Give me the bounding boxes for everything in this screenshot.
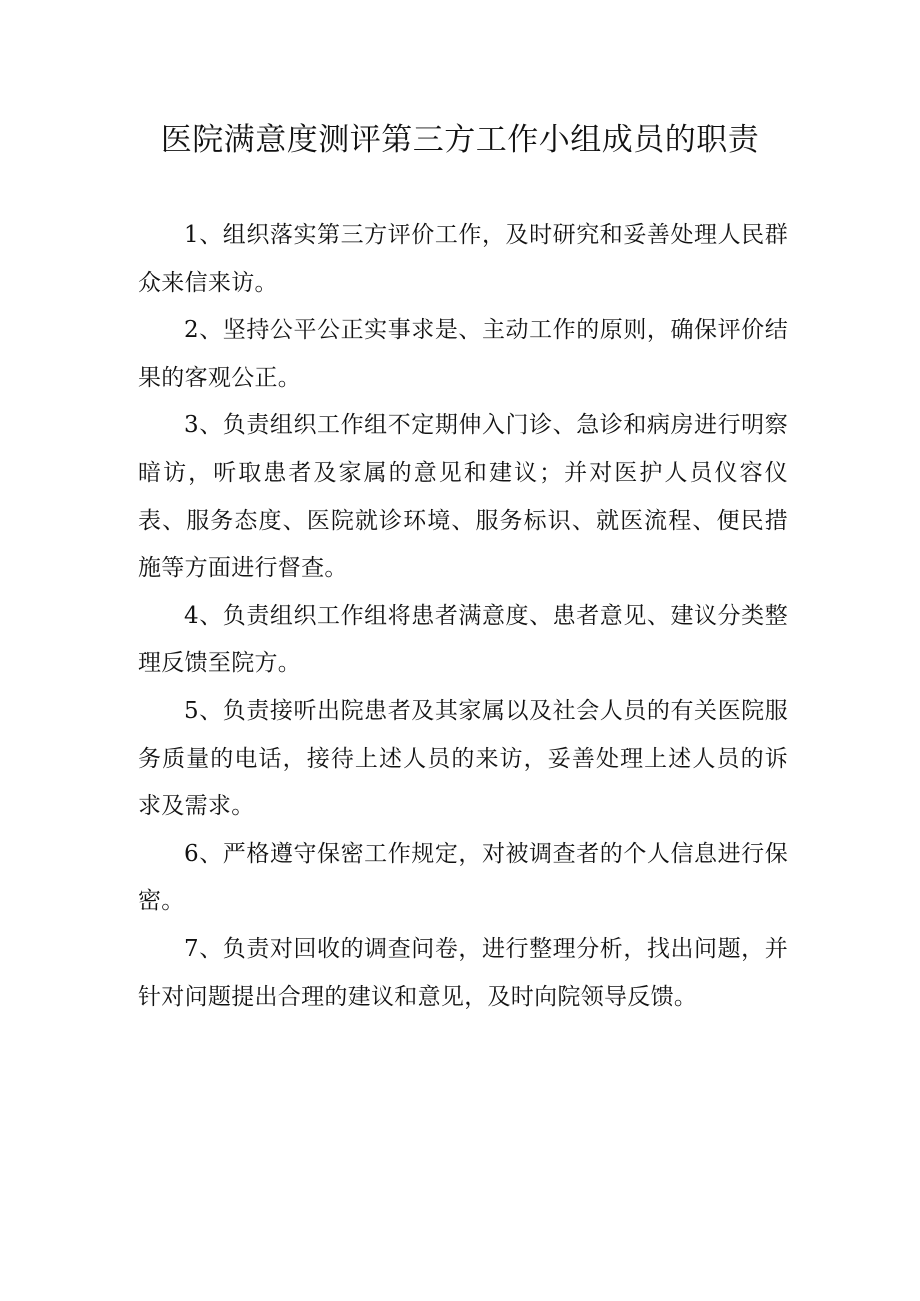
paragraph-4: 4、负责组织工作组将患者满意度、患者意见、建议分类整理反馈至院方。	[138, 602, 788, 677]
paragraph-6: 6、严格遵守保密工作规定，对被调查者的个人信息进行保密。	[138, 840, 788, 915]
paragraph-2: 2、坚持公平公正实事求是、主动工作的原则，确保评价结果的客观公正。	[138, 317, 788, 391]
paragraph-1: 1、组织落实第三方评价工作，及时研究和妥善处理人民群众来信来访。	[138, 222, 788, 296]
paragraph-3: 3、负责组织工作组不定期伸入门诊、急诊和病房进行明察暗访，听取患者及家属的意见和建议；并对医护人员仪容仪表、服务态度、医院就诊环境、服务标识、就医流程、便民措施等方面进行督查。	[138, 412, 788, 582]
document-body	[138, 212, 788, 1021]
paragraph-7: 7、负责对回收的调查问卷，进行整理分析，找出问题，并针对问题提出合理的建议和意见，及时向院领导反馈。	[138, 935, 788, 1010]
paragraph-5: 5、负责接听出院患者及其家属以及社会人员的有关医院服务质量的电话，接待上述人员的来访，妥善处理上述人员的诉求及需求。	[138, 697, 788, 820]
document-title: 医院满意度测评第三方工作小组成员的职责	[160, 122, 760, 158]
